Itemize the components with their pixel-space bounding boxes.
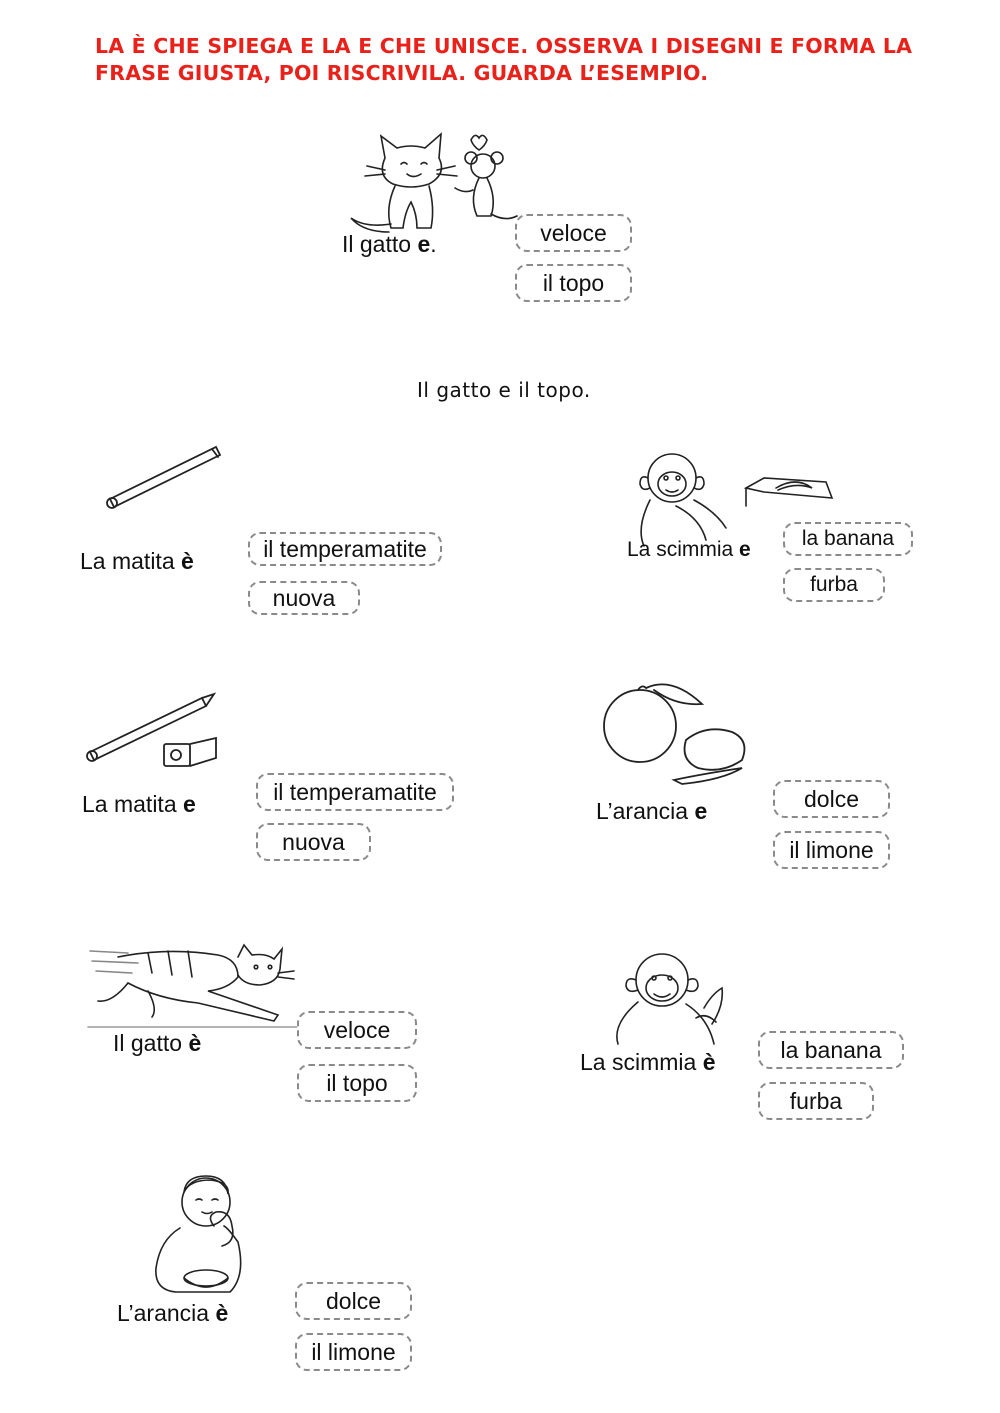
verb-text: e (739, 538, 751, 561)
option-button[interactable]: veloce (297, 1011, 417, 1049)
verb-text: e (694, 798, 708, 824)
instruction-text: LA È CHE SPIEGA E LA E CHE UNISCE. OSSERVA I DISEGNI E FORMA LA FRASE GIUSTA, POI RISCRIVILA. GUARDA L’ESEMPIO. (95, 34, 913, 85)
option-button[interactable]: nuova (256, 823, 371, 861)
option-button[interactable]: nuova (248, 581, 360, 615)
option-button[interactable]: veloce (515, 214, 632, 252)
pencil-icon (104, 443, 224, 513)
verb-text: è (188, 1030, 202, 1056)
option-button[interactable]: il temperamatite (248, 532, 442, 566)
verb-text: è (702, 1049, 716, 1075)
stem-text: La scimmia (627, 538, 734, 561)
sentence-stem (117, 1300, 228, 1327)
sentence-stem (82, 791, 196, 818)
stem-text: L’arancia (596, 798, 689, 824)
verb-text: è (181, 548, 194, 574)
option-button[interactable]: il limone (295, 1333, 412, 1371)
verb-text: e (183, 791, 196, 817)
sentence-stem (113, 1030, 201, 1057)
stem-text: La matita (80, 548, 175, 574)
stem-text: L’arancia (117, 1300, 210, 1326)
option-button[interactable]: il topo (297, 1064, 417, 1102)
verb-text: e (417, 231, 431, 257)
stem-text: La matita (82, 791, 177, 817)
option-button[interactable]: il temperamatite (256, 773, 454, 811)
sentence-stem (580, 1049, 716, 1076)
sentence-stem (80, 548, 194, 575)
sentence-stem (596, 798, 707, 825)
option-button[interactable]: furba (758, 1082, 874, 1120)
example-answer: Il gatto e il topo. (417, 378, 591, 402)
verb-text: è (215, 1300, 229, 1326)
orange-and-lemon-icon (602, 680, 762, 790)
running-cat-icon (88, 943, 298, 1028)
option-button[interactable]: il limone (773, 831, 890, 869)
option-button[interactable]: la banana (758, 1031, 904, 1069)
sentence-stem (627, 538, 751, 562)
option-button[interactable]: il topo (515, 264, 632, 302)
option-button[interactable]: la banana (783, 522, 913, 556)
option-button[interactable]: dolce (295, 1282, 412, 1320)
stem-text: Il gatto (113, 1030, 183, 1056)
stem-text: Il gatto (342, 231, 412, 257)
trail-text: . (430, 231, 437, 257)
example-sentence-stem (342, 231, 437, 258)
cat-and-mouse-icon (345, 128, 525, 238)
stem-text: La scimmia (580, 1049, 697, 1075)
child-eating-icon (150, 1172, 260, 1302)
monkey-eating-banana-icon (612, 948, 752, 1048)
pencil-and-sharpener-icon (84, 692, 224, 772)
option-button[interactable]: furba (783, 568, 885, 602)
option-button[interactable]: dolce (773, 780, 890, 818)
